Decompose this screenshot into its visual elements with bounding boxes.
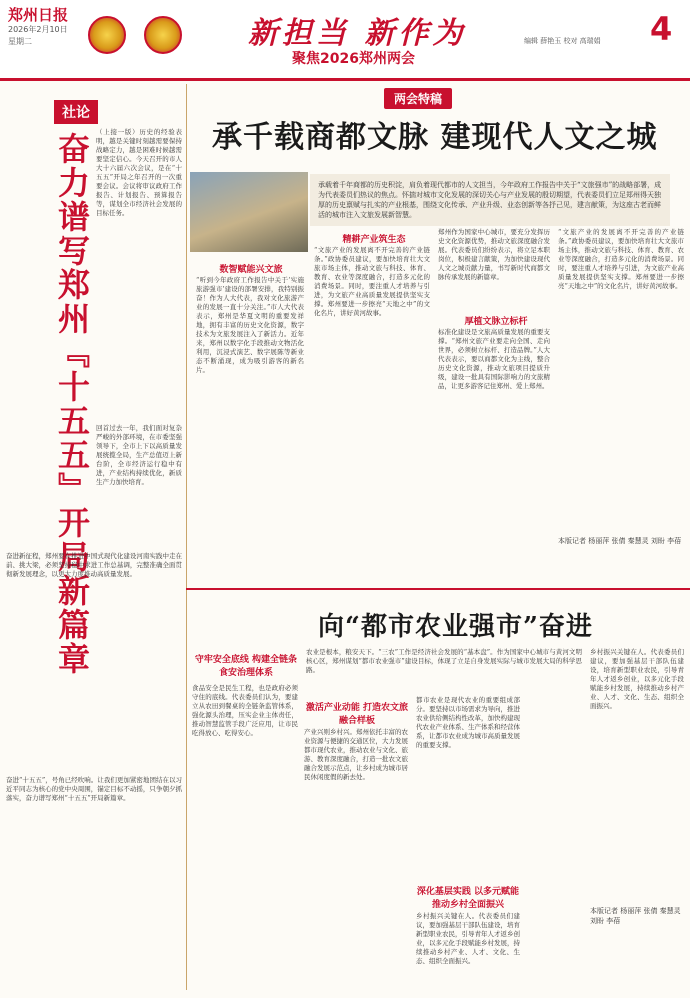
cppcc-emblem-icon bbox=[144, 16, 182, 54]
page-number: 4 bbox=[650, 10, 673, 48]
issue-weekday: 星期二 bbox=[8, 37, 32, 46]
editorial-tag: 社论 bbox=[54, 100, 98, 124]
issue-date: 2026年2月10日 bbox=[8, 25, 68, 34]
feature-body: 郑州作为国家中心城市，要充分发挥历史文化资源优势，推动文旅深度融合发展。代表委员们纷纷表示，将立足本职岗位，积极建言献策，为加快建设现代人文之城贡献力量，书写新时代商都文脉传承发展的新篇章。 bbox=[438, 228, 550, 281]
feature-body: “听到今年政府工作报告中关于‘实施旅游强市’建设的部署安排，我特别振奋！作为人大代表，我对文化旅游产业的发展一直十分关注。”市人大代表表示，郑州是华夏文明的重要发祥地，拥有丰富的历史文化资源，数字技术为文旅发展注入了新活力。近年来，郑州以数字化手段推动文物活化利用，沉浸式演艺、数字展陈等新业态不断涌现，成为吸引游客的新名片。 bbox=[196, 276, 304, 374]
feature-body: 乡村振兴关键在人。代表委员们建议，要加强基层干部队伍建设，培育新型职业农民，引导青年人才返乡创业，以多元化手段赋能乡村发展，持续推动乡村产业、人才、文化、生态、组织全面振兴。 bbox=[416, 912, 520, 965]
feature-headline: 承千载商都文脉 建现代人文之城 bbox=[212, 120, 658, 155]
feature-body: 产业兴则乡村兴。郑州依托丰富的农业资源与便捷的交通区位，大力发展都市现代农业，推动农业与文化、旅游、教育深度融合，打造一批农文旅融合发展示范点，让乡村成为城市居民休闲度假的新去处。 bbox=[304, 728, 408, 781]
feature-photo bbox=[190, 172, 308, 252]
section-sub-slogan: 聚焦2026郑州两会 bbox=[292, 51, 415, 67]
feature-body: “文旅产业的发展离不开完善的产业链条。”政协委员建议，要加快培育壮大文旅市场主体，推动文旅与科技、体育、教育、农业等深度融合，打造多元化的消费场景。同时，要注重人才培养与引进，为文旅产业高质量发展提供坚实支撑。郑州要进一步擦亮“天地之中”的文化名片，讲好黄河故事。 bbox=[314, 246, 430, 317]
feature-subheading: 守牢安全底线 构建全链条食安治理体系 bbox=[194, 655, 298, 678]
feature-lead: 承载着千年商都的历史积淀，肩负着现代都市的人文担当，今年政府工作报告中关于“文旅强市”的战略部署，成为代表委员们热议的焦点。怀揣对城市文化发展的深切关心与产业发展的殷切期望，代表委员们立足郑州得天独厚的历史禀赋与扎实的产业根基，围绕文化传承、产业升级、业态创新等各抒己见，建言献策，为这座古老而鲜活的城市注入文旅发展新智慧。 bbox=[310, 174, 670, 226]
feature-subheading: 厚植文脉立标杆 bbox=[464, 317, 528, 327]
national-emblem-icon bbox=[88, 16, 126, 54]
feature-tag: 两会特稿 bbox=[384, 88, 452, 109]
editorial-paragraph: 奋进新征程，郑州要在推进中国式现代化建设河南实践中走在前、挑大梁，必须坚持稳中求进工作总基调，完整准确全面贯彻新发展理念，以更大力度推动高质量发展。 bbox=[6, 552, 182, 578]
column-divider bbox=[186, 84, 187, 990]
feature-headline: 向“都市农业强市”奋进 bbox=[318, 612, 593, 642]
feature-subheading: 激活产业动能 打造农文旅融合样板 bbox=[305, 703, 409, 726]
feature-body: 食品安全是民生工程，也是政府必须守住的底线。代表委员们认为，要建立从农田到餐桌的全链条监管体系，强化源头治理，压实企业主体责任，推动智慧监管手段广泛应用，让市民吃得放心、吃得安心。 bbox=[192, 684, 298, 737]
editorial-paragraph: 奋进“十五五”，号角已经吹响。让我们更加紧密地团结在以习近平同志为核心的党中央周围，锚定目标不动摇，只争朝夕抓落实，奋力谱写郑州“十五五”开局新篇章。 bbox=[6, 776, 182, 802]
feature-subheading: 精耕产业筑生态 bbox=[342, 235, 406, 245]
feature-lead: 农业是根本，粮安天下。“三农”工作是经济社会发展的“基本盘”。作为国家中心城市与黄河文明核心区，郑州谋划“都市农业强市”建设目标，体现了立足自身发展实际与城市发展大局的科学思路。 bbox=[306, 648, 582, 674]
editorial-title: 奋力谱写郑州『十五五』开局新篇章 bbox=[53, 132, 91, 676]
feature-body: “文旅产业的发展离不开完善的产业链条。”政协委员建议，要加快培育壮大文旅市场主体，推动文旅与科技、体育、教育、农业等深度融合，打造多元化的消费场景。同时，要注重人才培养与引进，为文旅产业高质量发展提供坚实支撑。郑州要进一步擦亮“天地之中”的文化名片，讲好黄河故事。 bbox=[558, 228, 684, 290]
feature-body: 都市农业是现代农业的重要组成部分。要坚持以市场需求为导向，推进农业供给侧结构性改革，加快构建现代农业产业体系、生产体系和经营体系，让都市农业成为城市高质量发展的重要支撑。 bbox=[416, 696, 520, 749]
editorial-paragraph: 回首过去一年，我们面对复杂严峻的外部环境，在市委坚强领导下，全市上下以高质量发展统揽全局，生产总值迈上新台阶，全市经济运行稳中有进，产业结构持续优化，新质生产力加快培育。 bbox=[96, 424, 182, 486]
masthead: 郑州日报 bbox=[8, 6, 69, 24]
editorial-paragraph: （上接一版）历史的经验表明，越是关键时刻越需要保持战略定力，越是困难时候越需要坚定信心。今天召开的市人大十六届六次会议，是在“十五五”开局之年召开的一次重要会议。会议将审议政府工作报告、计划报告、预算报告等，谋划全市经济社会发展的目标任务。 bbox=[96, 128, 182, 217]
feature-subheading: 数智赋能兴文旅 bbox=[219, 265, 283, 275]
section-slogan: 新担当 新作为 bbox=[248, 16, 467, 51]
feature-body: 乡村振兴关键在人。代表委员们建议，要加强基层干部队伍建设，培育新型职业农民，引导青年人才返乡创业，以多元化手段赋能乡村发展，持续推动乡村产业、人才、文化、生态、组织全面振兴。 bbox=[590, 648, 684, 710]
editor-credits: 编辑 薛艳玉 校对 高瑞娟 bbox=[524, 37, 601, 45]
section-separator bbox=[186, 588, 690, 590]
feature-subheading: 深化基层实践 以多元赋能推动乡村全面振兴 bbox=[416, 887, 520, 910]
feature-credits: 本版记者 杨丽萍 张倩 秦慧灵 刘盼 李蓓 bbox=[590, 907, 681, 925]
feature-body: 标准化建设是文旅高质量发展的重要支撑。“郑州文旅产业要走向全国、走向世界，必须树立标杆、打造品牌。”人大代表表示，要以商都文化为主线，整合历史文化资源，推动文旅项目提质升级，建设一批具有国际影响力的文旅精品，让更多游客记住郑州、爱上郑州。 bbox=[438, 328, 550, 390]
feature-credits: 本版记者 杨丽萍 张倩 秦慧灵 刘盼 李蓓 bbox=[558, 537, 682, 545]
